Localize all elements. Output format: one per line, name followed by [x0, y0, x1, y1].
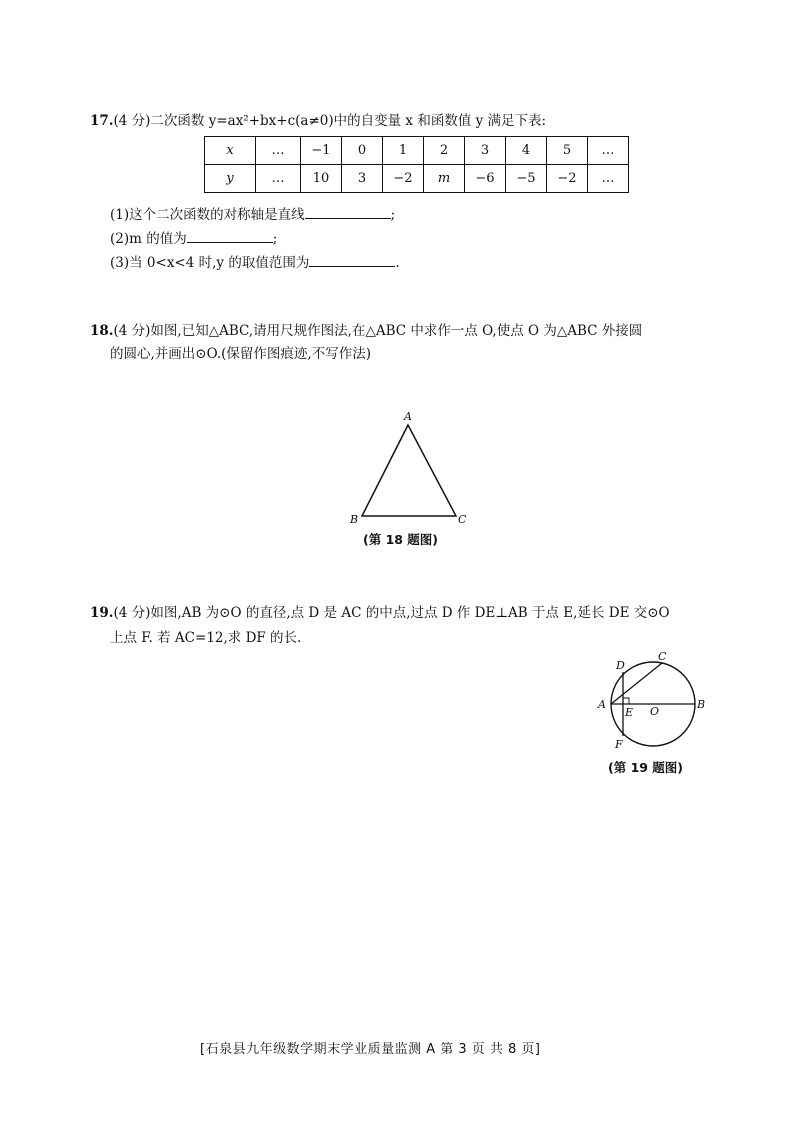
q19-number: 19. — [90, 605, 114, 621]
table-cell: −2 — [383, 165, 424, 193]
table-cell: 1 — [383, 137, 424, 165]
label-e: E — [625, 706, 634, 719]
table-row-x — [205, 137, 629, 165]
q18-triangle-figure — [340, 405, 480, 530]
q18-line2: 的圆心,并画出⊙O.(保留作图痕迹,不写作法) — [110, 346, 371, 362]
q17-sub3-punct: . — [395, 255, 400, 271]
table-cell: −2 — [547, 165, 588, 193]
table-cell: 4 — [506, 137, 547, 165]
answer-blank-3[interactable] — [309, 252, 395, 267]
q19-circle-figure — [596, 650, 716, 755]
label-c: C — [458, 513, 467, 526]
triangle-abc — [362, 425, 456, 516]
table-cell: 2 — [424, 137, 465, 165]
q17-sub3-text: (3)当 0<x<4 时,y 的取值范围为 — [110, 255, 310, 271]
label-d: D — [616, 659, 625, 672]
q19-caption: (第 19 题图) — [608, 760, 684, 775]
table-cell: −5 — [506, 165, 547, 193]
table-cell: 3 — [465, 137, 506, 165]
label-b: B — [350, 513, 359, 526]
q17-sub2 — [110, 228, 277, 249]
table-cell: … — [588, 137, 629, 165]
right-angle-mark — [623, 698, 629, 704]
q17-number: 17. — [90, 113, 114, 129]
label-f: F — [615, 738, 623, 751]
answer-blank-1[interactable] — [305, 204, 391, 219]
q19-stem-line2 — [110, 627, 301, 649]
table-cell: 10 — [301, 165, 342, 193]
label-a: A — [598, 698, 606, 711]
q17-value-table — [204, 136, 629, 193]
table-cell: … — [588, 165, 629, 193]
q17-sub2-text: (2)m 的值为 — [110, 231, 187, 247]
q17-stem — [90, 110, 546, 132]
table-cell: y — [205, 165, 256, 193]
q17-sub2-punct: ; — [272, 231, 278, 247]
q17-sub1 — [110, 204, 395, 225]
q18-line1: (4 分)如图,已知△ABC,请用尺规作图法,在△ABC 中求作一点 O,使点 O 为△ABC 外接圆 — [113, 323, 643, 339]
table-cell: 3 — [342, 165, 383, 193]
label-b: B — [697, 698, 706, 711]
q17-sub3 — [110, 252, 400, 273]
label-a: A — [404, 410, 412, 423]
table-cell: −1 — [301, 137, 342, 165]
page-footer: [石泉县九年级数学期末学业质量监测 A 第 3 页 共 8 页] — [200, 1042, 541, 1057]
q17-sub1-punct: ; — [390, 207, 396, 223]
q19-stem — [90, 602, 670, 624]
table-cell: … — [256, 137, 301, 165]
q17-text: (4 分)二次函数 y=ax²+bx+c(a≠0)中的自变量 x 和函数值 y 满足下表: — [113, 113, 547, 129]
label-c: C — [658, 650, 667, 663]
q19-line2: 上点 F. 若 AC=12,求 DF 的长. — [110, 630, 302, 646]
q18-caption: (第 18 题图) — [363, 532, 439, 547]
q18-stem — [90, 320, 642, 342]
q18-stem-line2 — [110, 343, 371, 365]
q17-sub1-text: (1)这个二次函数的对称轴是直线 — [110, 207, 305, 223]
table-cell: −6 — [465, 165, 506, 193]
table-cell: x — [205, 137, 256, 165]
label-o: O — [650, 705, 660, 718]
q19-line1: (4 分)如图,AB 为⊙O 的直径,点 D 是 AC 的中点,过点 D 作 DE⊥AB 于点 E,延长 DE 交⊙O — [113, 605, 670, 621]
table-cell: m — [424, 165, 465, 193]
q18-number: 18. — [90, 323, 114, 339]
table-cell: … — [256, 165, 301, 193]
table-row-y — [205, 165, 629, 193]
table-cell: 5 — [547, 137, 588, 165]
answer-blank-2[interactable] — [187, 228, 273, 243]
table-cell: 0 — [342, 137, 383, 165]
